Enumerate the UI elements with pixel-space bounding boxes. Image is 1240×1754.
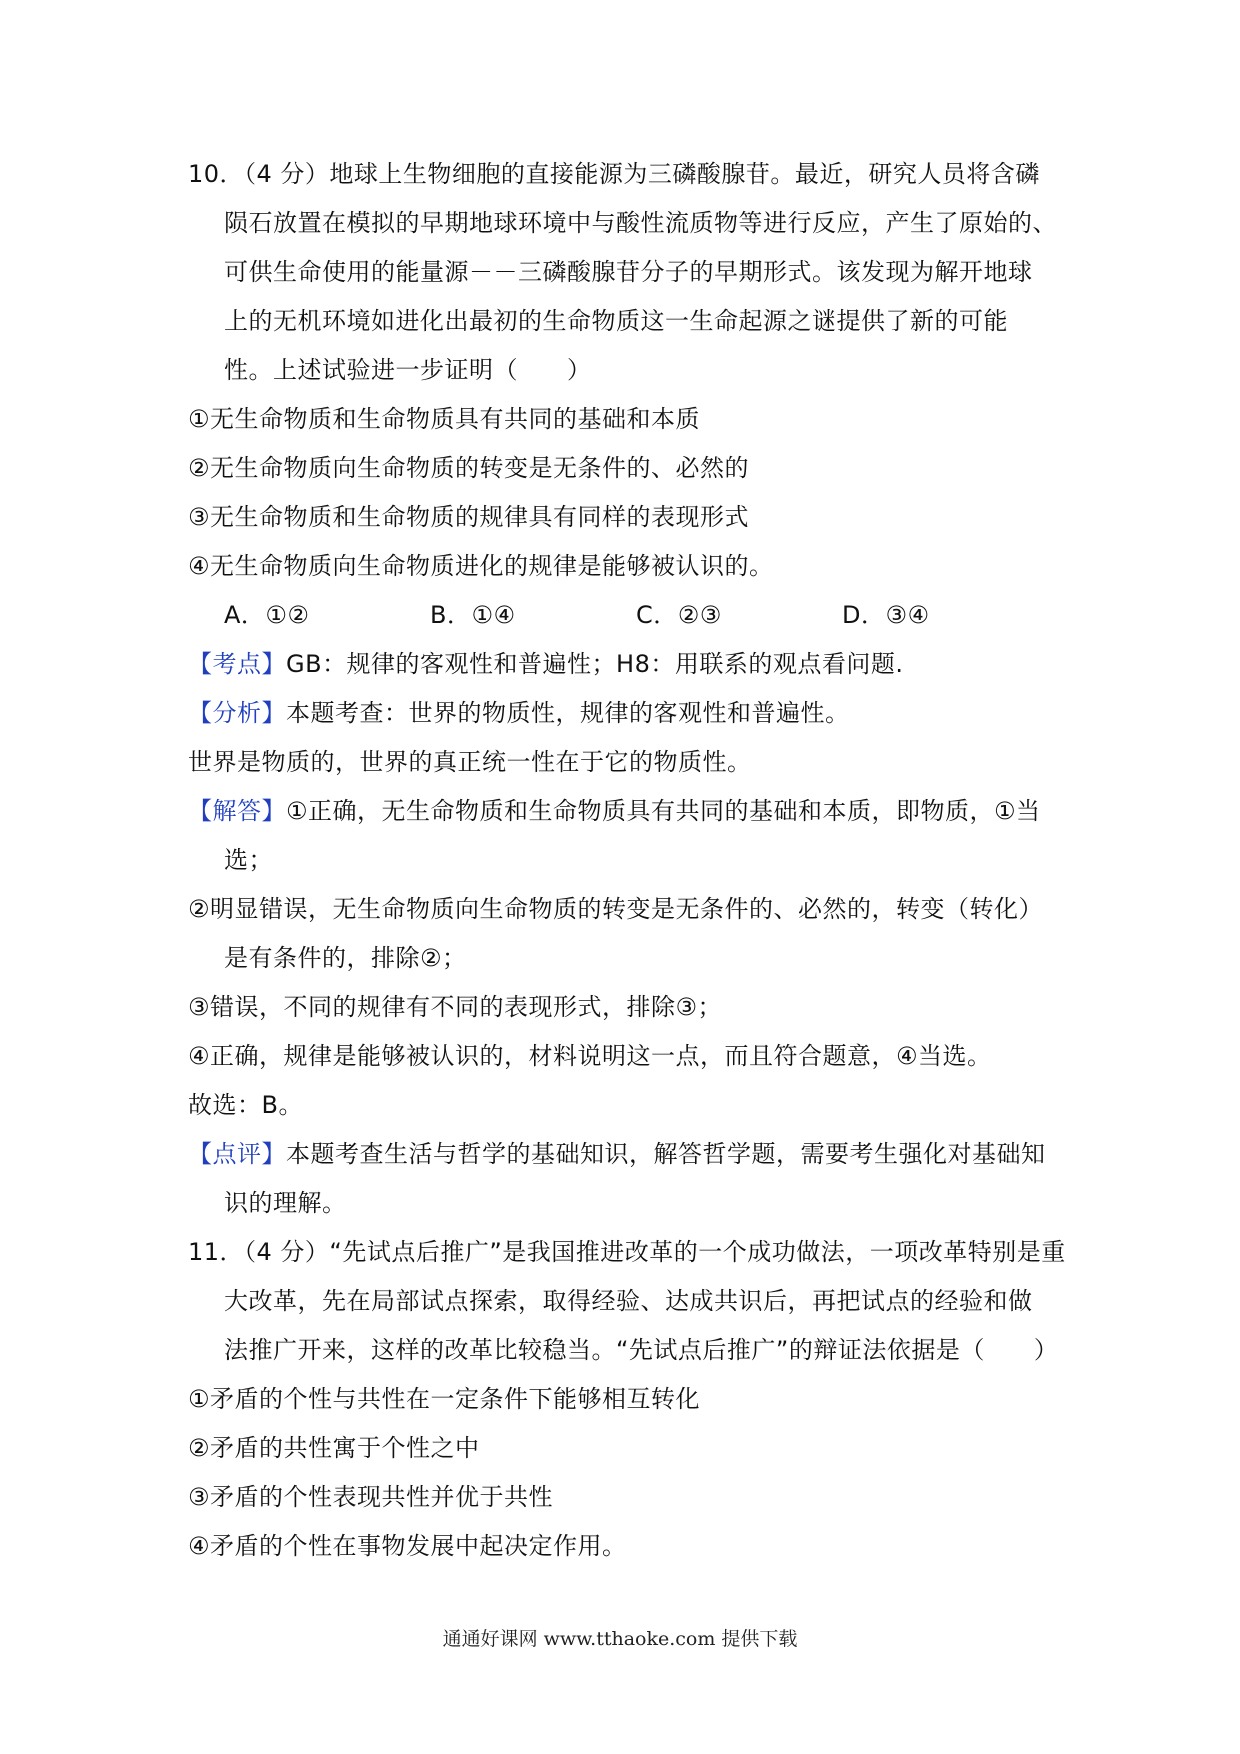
q11-statement-4: ④矛盾的个性在事物发展中起决定作用。 [188, 1532, 627, 1560]
q10-options [188, 591, 1068, 640]
q11-statement-2: ②矛盾的共性寓于个性之中 [188, 1434, 480, 1462]
q10-jieda-cont: 选； [224, 846, 273, 874]
fenxi-tag: 【分析】 [188, 699, 286, 727]
q10-option-d: D．③④ [842, 601, 930, 629]
q10-option-c: C．②③ [636, 601, 722, 629]
q10-jieda-2a: ②明显错误，无生命物质向生命物质的转变是无条件的、必然的，转变（转化） [188, 895, 1044, 923]
document-body [188, 150, 1068, 1571]
kaodian-text: GB：规律的客观性和普遍性；H8：用联系的观点看问题. [286, 650, 904, 678]
dianping-tag: 【点评】 [188, 1140, 286, 1168]
q10-fenxi-line-2: 世界是物质的，世界的真正统一性在于它的物质性。 [188, 748, 752, 776]
q10-jieda-4: ④正确，规律是能够被认识的，材料说明这一点，而且符合题意，④当选。 [188, 1042, 992, 1070]
q10-statement-1: ①无生命物质和生命物质具有共同的基础和本质 [188, 405, 701, 433]
q11-stem-line-2: 大改革，先在局部试点探索，取得经验、达成共识后，再把试点的经验和做 [224, 1287, 1033, 1315]
q10-answer: 故选：B。 [188, 1091, 303, 1119]
q10-statement-2: ②无生命物质向生命物质的转变是无条件的、必然的 [188, 454, 750, 482]
page-footer: 通通好课网 www.tthaoke.com 提供下载 [442, 1628, 798, 1650]
q11-statement-3: ③矛盾的个性表现共性并优于共性 [188, 1483, 554, 1511]
kaodian-tag: 【考点】 [188, 650, 286, 678]
fenxi-text: 本题考查：世界的物质性，规律的客观性和普遍性。 [286, 699, 850, 727]
q10-option-a: A．①② [224, 601, 310, 629]
q10-jieda-2b: 是有条件的，排除②； [224, 944, 467, 972]
q10-stem-line-1: 10．（4 分）地球上生物细胞的直接能源为三磷酸腺苷。最近，研究人员将含磷 [188, 160, 1040, 188]
q10-stem-line-5: 性。上述试验进一步证明（ ） [224, 356, 592, 384]
q10-dianping [188, 1130, 1068, 1179]
q10-jieda-3: ③错误，不同的规律有不同的表现形式，排除③； [188, 993, 723, 1021]
jieda-tag: 【解答】 [188, 797, 286, 825]
q10-stem-line-3: 可供生命使用的能量源－－三磷酸腺苷分子的早期形式。该发现为解开地球 [224, 258, 1033, 286]
q11-stem-line-1: 11．（4 分）“先试点后推广”是我国推进改革的一个成功做法，一项改革特别是重 [188, 1238, 1066, 1266]
q10-option-b: B．①④ [430, 601, 516, 629]
q11-statement-1: ①矛盾的个性与共性在一定条件下能够相互转化 [188, 1385, 701, 1413]
q10-statement-3: ③无生命物质和生命物质的规律具有同样的表现形式 [188, 503, 750, 531]
q10-kaodian [188, 640, 1068, 689]
q10-fenxi [188, 689, 1068, 738]
jieda-text: ①正确，无生命物质和生命物质具有共同的基础和本质，即物质，①当 [286, 797, 1041, 825]
dianping-text: 本题考查生活与哲学的基础知识，解答哲学题，需要考生强化对基础知 [286, 1140, 1046, 1168]
q11-stem-line-3: 法推广开来，这样的改革比较稳当。“先试点后推广”的辩证法依据是（ ） [224, 1336, 1059, 1364]
q10-stem-line-4: 上的无机环境如进化出最初的生命物质这一生命起源之谜提供了新的可能 [224, 307, 1008, 335]
q10-stem-line-2: 陨石放置在模拟的早期地球环境中与酸性流质物等进行反应，产生了原始的、 [224, 209, 1057, 237]
q10-statement-4: ④无生命物质向生命物质进化的规律是能够被认识的。 [188, 552, 774, 580]
q10-jieda [188, 787, 1068, 836]
q10-dianping-cont: 识的理解。 [224, 1189, 347, 1217]
